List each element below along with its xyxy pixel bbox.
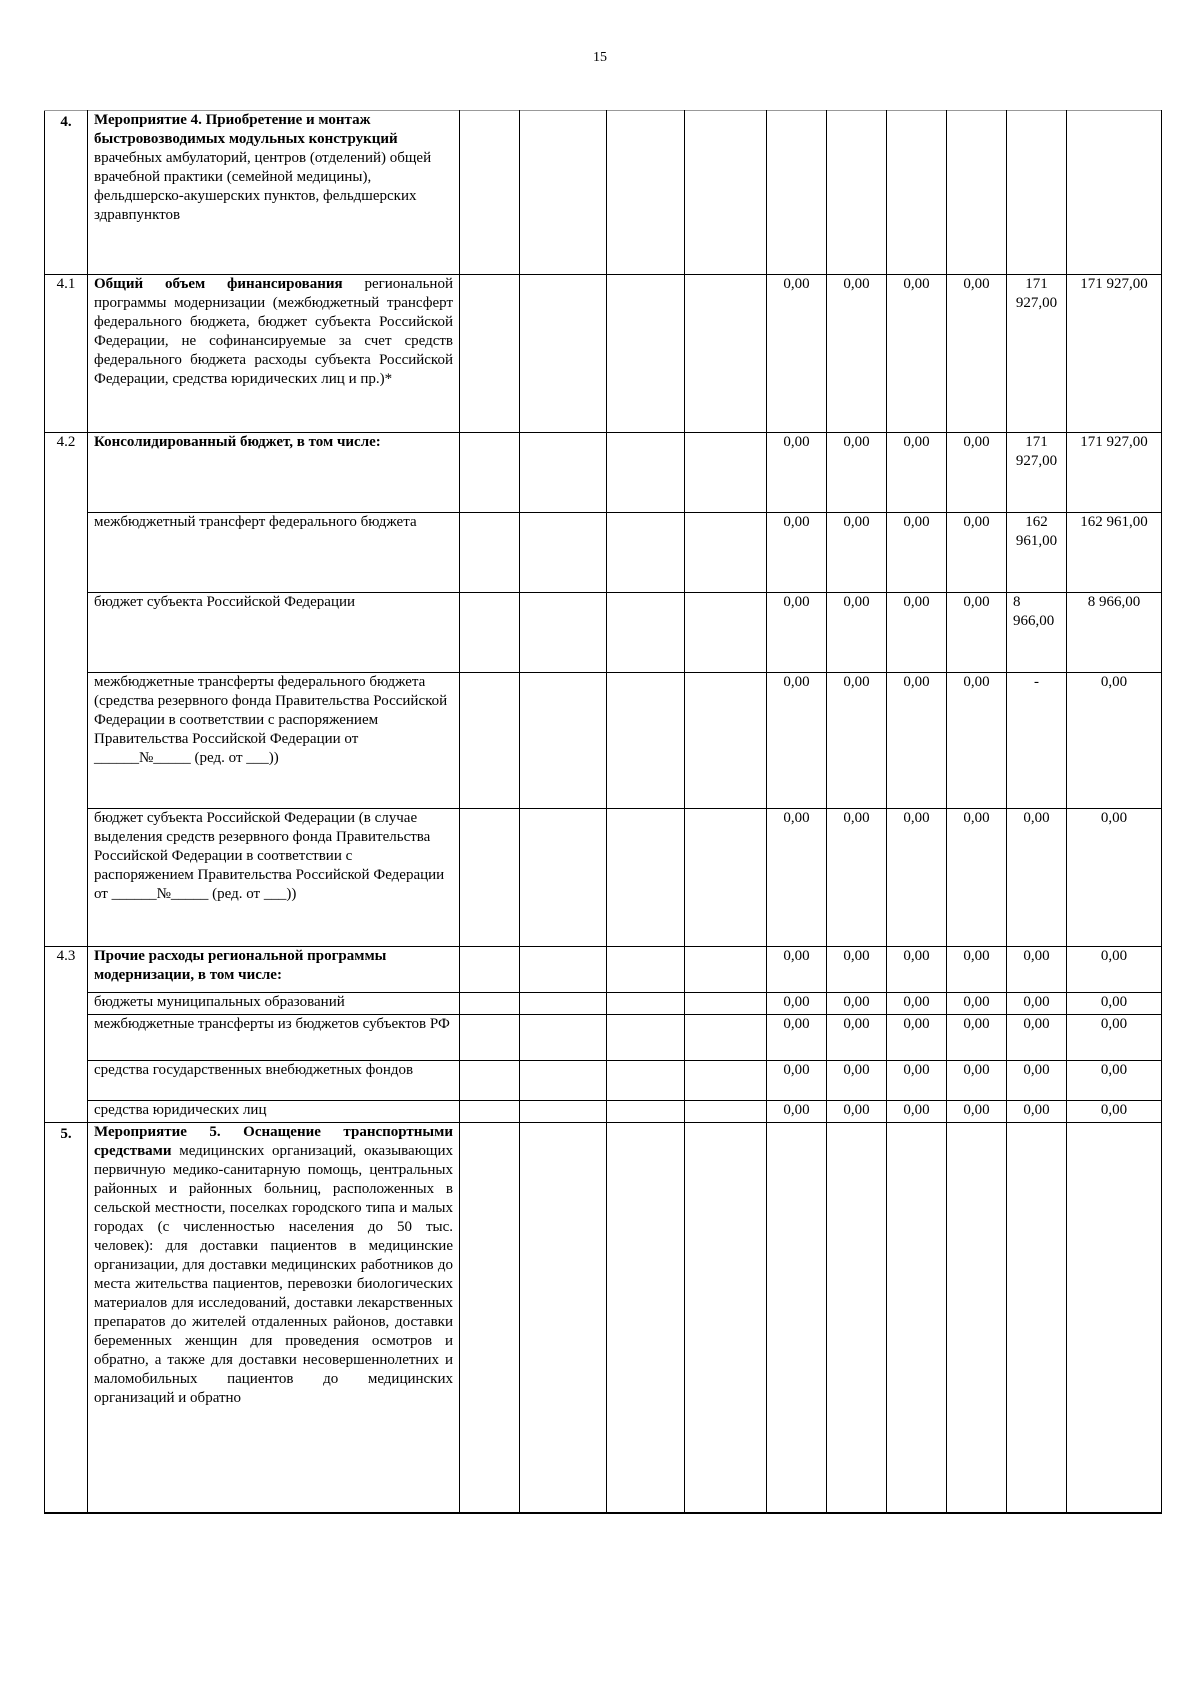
row-label: Прочие расходы региональной программы модернизации, в том числе: (88, 947, 460, 993)
row-label: межбюджетный трансферт федерального бюджета (88, 513, 460, 593)
value-cell: 0,00 (1067, 1015, 1162, 1061)
row-title-rest: медицинских организаций, оказывающих первичную медико-санитарную помощь, центральных районных и районных больниц, расположенных в сельской местности, поселках городского типа и малых городах (с численностью населения до 50 тыс. человек): для доставки пациентов в медицинские организации, для доставки медицинских работников до места жительства пациентов, перевозки биологических материалов для исследований, доставки лекарственных препаратов до жителей отдаленных районов, доставки беременных женщин для проведения осмотров и обратно, а также для доставки несовершеннолетних и маломобильных пациентов до медицинских организаций и обратно (94, 1143, 453, 1406)
value-cell: 0,00 (947, 593, 1007, 673)
row-title-bold: Мероприятие 5. Оснащение транспортными средствами (94, 1124, 453, 1159)
value-cell: 0,00 (767, 275, 827, 433)
row-label: бюджеты муниципальных образований (88, 993, 460, 1015)
value-cell: 0,00 (887, 809, 947, 947)
row-title-bold: Общий объем финансирования (94, 276, 343, 292)
value-cell: 0,00 (947, 1101, 1007, 1123)
value-cell: 0,00 (947, 993, 1007, 1015)
table-row-5 (45, 1123, 1162, 1513)
value-cell: 0,00 (1067, 1101, 1162, 1123)
budget-table (44, 110, 1162, 1514)
value-cell: 0,00 (947, 673, 1007, 809)
value-cell: 0,00 (887, 275, 947, 433)
table-row-4-2-5 (45, 809, 1162, 947)
value-cell: 8 966,00 (1067, 593, 1162, 673)
row-label: межбюджетные трансферты из бюджетов субъектов РФ (88, 1015, 460, 1061)
value-cell: 0,00 (1007, 1101, 1067, 1123)
value-cell: 0,00 (827, 433, 887, 513)
value-cell: 0,00 (767, 1061, 827, 1101)
row-label: межбюджетные трансферты федерального бюджета (средства резервного фонда Правительства Российской Федерации в соответствии с распоряжением Правительства Российской Федерации от ______№_____ (ред. от ___)) (88, 673, 460, 809)
row-number: 4.2 (45, 433, 88, 947)
value-cell: 0,00 (1067, 947, 1162, 993)
value-cell: 0,00 (887, 1061, 947, 1101)
row-title-bold: Мероприятие 4. Приобретение и монтаж быстровозводимых модульных конструкций (94, 112, 398, 147)
value-cell: 0,00 (1067, 1061, 1162, 1101)
value-cell: 8 966,00 (1007, 593, 1067, 673)
value-cell: 0,00 (767, 993, 827, 1015)
table-row-4-2-3 (45, 593, 1162, 673)
value-cell: 0,00 (947, 947, 1007, 993)
value-cell: 171 927,00 (1067, 433, 1162, 513)
value-cell: 0,00 (827, 1061, 887, 1101)
row-title (88, 111, 460, 275)
value-cell: 0,00 (827, 513, 887, 593)
value-cell: 171 927,00 (1007, 275, 1067, 433)
table-row-4-2-4 (45, 673, 1162, 809)
value-cell: 0,00 (947, 513, 1007, 593)
value-cell: 0,00 (887, 1015, 947, 1061)
table-row-4-3-2 (45, 993, 1162, 1015)
value-cell: 0,00 (1067, 673, 1162, 809)
table-row-4-3-4 (45, 1061, 1162, 1101)
value-cell: 0,00 (947, 1061, 1007, 1101)
value-cell: 0,00 (827, 809, 887, 947)
value-cell: 0,00 (827, 673, 887, 809)
page-number: 15 (593, 50, 607, 65)
value-cell: 0,00 (827, 1101, 887, 1123)
value-cell: 0,00 (887, 593, 947, 673)
table-row-4-2-1 (45, 433, 1162, 513)
value-cell: 0,00 (1067, 993, 1162, 1015)
value-cell: 0,00 (887, 513, 947, 593)
value-cell: 0,00 (1067, 809, 1162, 947)
row-label: бюджет субъекта Российской Федерации (88, 593, 460, 673)
value-cell: 0,00 (767, 1015, 827, 1061)
value-cell: 0,00 (1007, 947, 1067, 993)
row-title-rest: региональной программы модернизации (межбюджетный трансферт федерального бюджета, бюджет субъекта Российской Федерации, не софинансируемые за счет средств федерального бюджета расходы субъекта Российской Федерации, средства юридических лиц и пр.)* (94, 276, 453, 387)
row-label: Консолидированный бюджет, в том числе: (88, 433, 460, 513)
value-cell: 162 961,00 (1067, 513, 1162, 593)
value-cell: 0,00 (1007, 993, 1067, 1015)
row-number: 4. (45, 111, 88, 275)
value-cell: 0,00 (827, 275, 887, 433)
value-cell: 0,00 (887, 947, 947, 993)
value-cell: 0,00 (947, 1015, 1007, 1061)
value-cell: - (1007, 673, 1067, 809)
row-label: бюджет субъекта Российской Федерации (в случае выделения средств резервного фонда Правительства Российской Федерации в соответствии с распоряжением Правительства Российской Федерации от ______№_____ (ред. от ___)) (88, 809, 460, 947)
value-cell: 0,00 (827, 947, 887, 993)
value-cell: 0,00 (947, 809, 1007, 947)
table-row-4-1 (45, 275, 1162, 433)
row-title (88, 275, 460, 433)
value-cell: 0,00 (947, 275, 1007, 433)
value-cell: 0,00 (767, 947, 827, 993)
value-cell: 162 961,00 (1007, 513, 1067, 593)
row-title-rest: врачебных амбулаторий, центров (отделений) общей врачебной практики (семейной медицины), фельдшерско-акушерских пунктов, фельдшерских здравпунктов (94, 150, 432, 223)
row-number: 5. (45, 1123, 88, 1513)
value-cell: 0,00 (767, 1101, 827, 1123)
value-cell: 0,00 (1007, 1061, 1067, 1101)
value-cell: 0,00 (827, 993, 887, 1015)
value-cell: 0,00 (947, 433, 1007, 513)
value-cell: 171 927,00 (1067, 275, 1162, 433)
row-title (88, 1123, 460, 1513)
value-cell: 0,00 (1007, 809, 1067, 947)
value-cell: 0,00 (767, 809, 827, 947)
value-cell: 0,00 (827, 593, 887, 673)
table-row-4-3-1 (45, 947, 1162, 993)
row-number: 4.3 (45, 947, 88, 1123)
table-row-4 (45, 111, 1162, 275)
value-cell: 0,00 (767, 593, 827, 673)
row-label: средства государственных внебюджетных фондов (88, 1061, 460, 1101)
value-cell: 0,00 (887, 433, 947, 513)
value-cell: 0,00 (887, 673, 947, 809)
row-label: средства юридических лиц (88, 1101, 460, 1123)
table-row-4-2-2 (45, 513, 1162, 593)
row-number: 4.1 (45, 275, 88, 433)
value-cell: 0,00 (1007, 1015, 1067, 1061)
table-row-4-3-5 (45, 1101, 1162, 1123)
value-cell: 171 927,00 (1007, 433, 1067, 513)
value-cell: 0,00 (767, 433, 827, 513)
value-cell: 0,00 (827, 1015, 887, 1061)
table-row-4-3-3 (45, 1015, 1162, 1061)
value-cell: 0,00 (887, 993, 947, 1015)
value-cell: 0,00 (767, 673, 827, 809)
value-cell: 0,00 (767, 513, 827, 593)
value-cell: 0,00 (887, 1101, 947, 1123)
